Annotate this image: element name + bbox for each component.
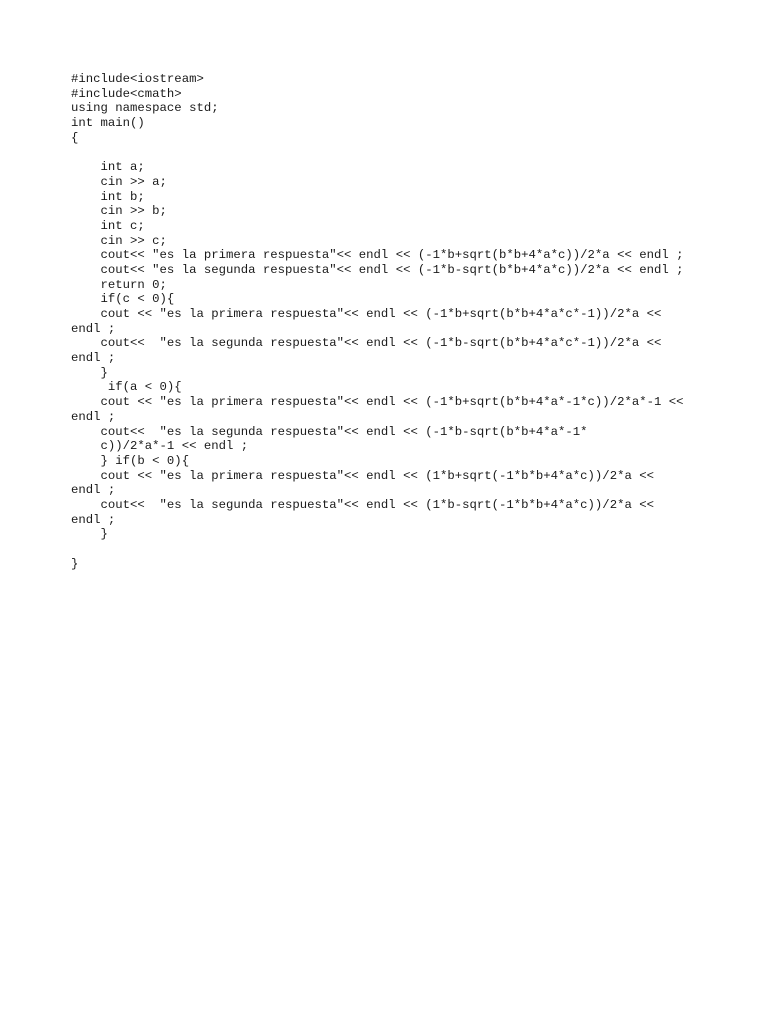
code-line: cout << "es la primera respuesta"<< endl << (1*b+sqrt(-1*b*b+4*a*c))/2*a <<	[71, 468, 654, 483]
code-line: cin >> c;	[71, 233, 167, 248]
code-line: cout<< "es la segunda respuesta"<< endl << (-1*b-sqrt(b*b+4*a*c))/2*a << endl ;	[71, 262, 684, 277]
code-line: c))/2*a*-1 << endl ;	[71, 439, 249, 454]
code-line: #include<iostream>	[71, 72, 204, 86]
code-line: cin >> b;	[71, 204, 167, 219]
code-line: cout << "es la primera respuesta"<< endl << (-1*b+sqrt(b*b+4*a*c*-1))/2*a <<	[71, 307, 662, 321]
code-line: int a;	[71, 160, 145, 175]
code-line: endl ;	[71, 321, 116, 336]
code-line: endl ;	[71, 512, 116, 527]
code-line: using namespace std;	[71, 101, 219, 116]
code-line: if(c < 0){	[71, 292, 175, 307]
code-line: int main()	[71, 116, 145, 131]
code-line: }	[71, 556, 79, 571]
code-line: endl ;	[71, 351, 116, 366]
code-line: }	[71, 365, 108, 380]
code-line: cout<< "es la segunda respuesta"<< endl << (-1*b-sqrt(b*b+4*a*-1*	[71, 424, 588, 439]
code-line: int b;	[71, 189, 145, 204]
code-line: int c;	[71, 218, 145, 233]
code-line	[71, 542, 684, 557]
code-line: cout << "es la primera respuesta"<< endl << (-1*b+sqrt(b*b+4*a*-1*c))/2*a*-1 <<	[71, 395, 684, 410]
code-block	[71, 72, 684, 571]
code-line: return 0;	[71, 277, 167, 292]
code-line: if(a < 0){	[71, 380, 182, 395]
code-line: cout<< "es la segunda respuesta"<< endl << (-1*b-sqrt(b*b+4*a*c*-1))/2*a <<	[71, 336, 662, 351]
code-line: } if(b < 0){	[71, 453, 190, 468]
code-line: cin >> a;	[71, 174, 167, 189]
code-line: cout<< "es la primera respuesta"<< endl << (-1*b+sqrt(b*b+4*a*c))/2*a << endl ;	[71, 248, 684, 263]
code-line	[71, 145, 684, 160]
code-line: }	[71, 527, 108, 542]
code-line: endl ;	[71, 409, 116, 424]
code-line: endl ;	[71, 483, 116, 498]
code-line: cout<< "es la segunda respuesta"<< endl << (1*b-sqrt(-1*b*b+4*a*c))/2*a <<	[71, 497, 654, 512]
code-line: {	[71, 130, 79, 145]
code-line: #include<cmath>	[71, 86, 182, 101]
